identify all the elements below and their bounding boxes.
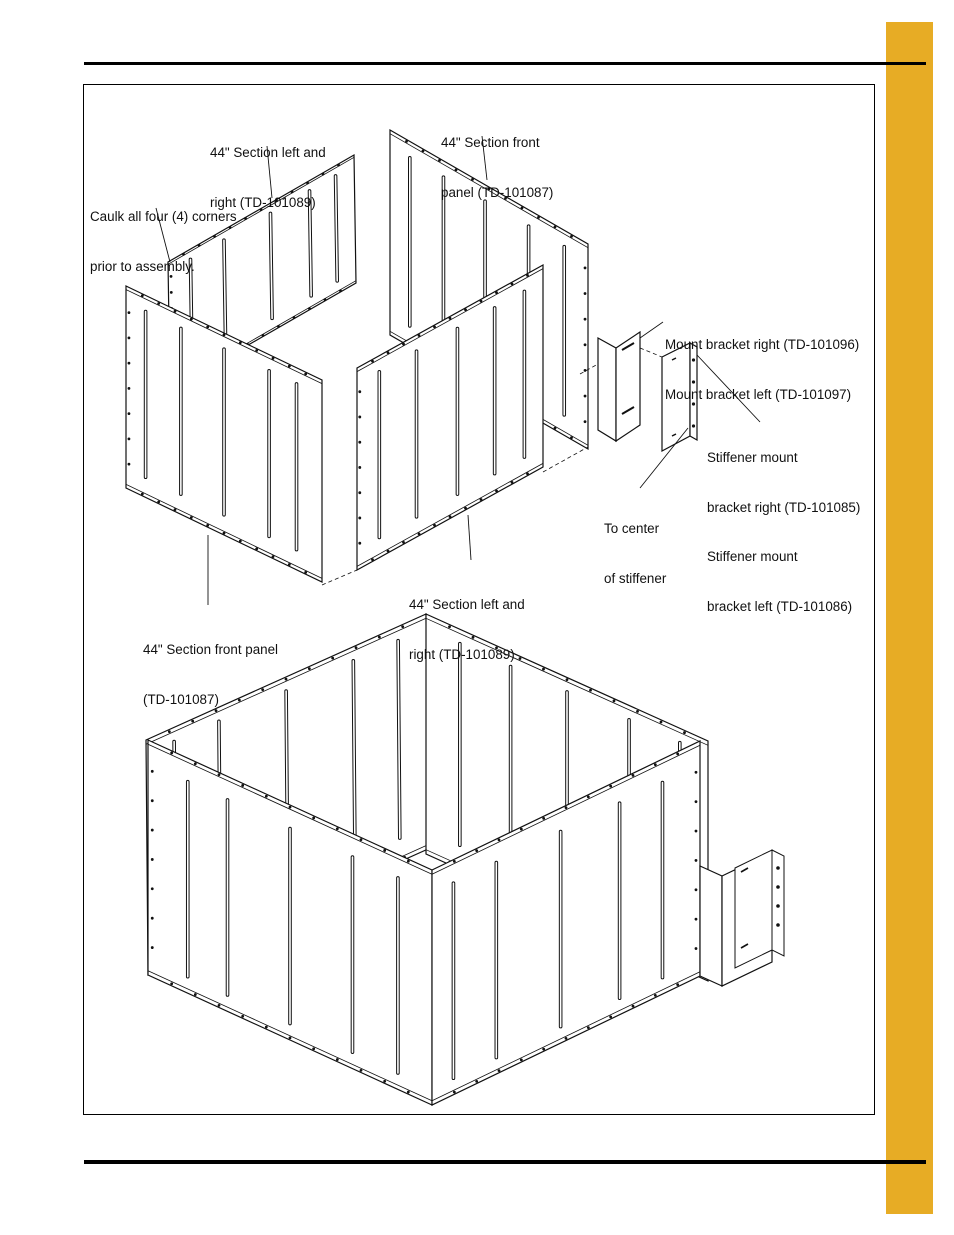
front-right-panel-hole-top-4 (418, 334, 421, 337)
front-right-panel-hole-top-8 (480, 300, 483, 303)
assembled-front-right-hole-top-11 (676, 752, 679, 755)
front-right-panel-hole-bottom-8 (480, 498, 483, 501)
assembled-back-left-hole-top-10 (378, 636, 381, 639)
back-front-panel-hole-side-1 (584, 267, 587, 270)
front-right-panel-hole-side-6 (358, 517, 361, 520)
leader-left-right-bottom (468, 515, 471, 560)
back-left-panel-hole-bottom-10 (324, 298, 327, 301)
assembled-front-left-hole-top-2 (194, 762, 197, 765)
front-right-panel-hole-bottom-3 (402, 541, 405, 544)
front-panel-hole-side-6 (128, 438, 131, 441)
assembled-front-left-hole-top-9 (360, 838, 363, 841)
front-panel-hole-top-2 (157, 302, 160, 305)
front-right-panel-hole-bottom-6 (449, 515, 452, 518)
assembled-front-right-hole-side-2 (695, 800, 698, 803)
front-right-panel-hole-top-5 (433, 326, 436, 329)
assembled-stiffener-hole-2 (776, 904, 780, 908)
assembled-front-right-hole-top-7 (587, 795, 590, 798)
front-panel-hole-top-4 (190, 318, 193, 321)
label-left-right-top: 44" Section left and right (TD-101089) (210, 145, 326, 210)
assembled-front-left-hole-side-5 (151, 887, 154, 890)
back-front-panel-hole-side-3 (584, 318, 587, 321)
back-front-panel-hole-side-5 (584, 369, 587, 372)
front-right-panel-hole-side-1 (358, 390, 361, 393)
assembled-front-left-hole-side-3 (151, 829, 154, 832)
assembled-front-left-hole-bottom-5 (265, 1026, 268, 1029)
mount-bracket-exploded (598, 332, 640, 441)
front-panel-hole-side-5 (128, 412, 131, 415)
front-right-panel-hole-top-11 (526, 274, 529, 277)
assembled-front-right-hole-bottom-5 (542, 1048, 545, 1051)
assembled-front-left-hole-top-1 (170, 752, 173, 755)
assembled-front-left-hole-top-3 (218, 773, 221, 776)
assembled-front-left-hole-bottom-4 (241, 1015, 244, 1018)
assembled-front-left-hole-bottom-8 (336, 1058, 339, 1061)
assembled-front-left-hole-side-4 (151, 858, 154, 861)
label-front-bottom: 44" Section front panel (TD-101087) (143, 642, 279, 707)
front-panel-hole-bottom-8 (255, 547, 258, 550)
front-right-panel-hole-bottom-1 (371, 558, 374, 561)
front-right-panel-hole-side-2 (358, 416, 361, 419)
assembled-front-right-hole-top-1 (453, 860, 456, 863)
assembled-front-right-hole-top-6 (565, 806, 568, 809)
assembled-back-left-hole-top-11 (401, 625, 404, 628)
assembled-front-right-hole-side-7 (695, 947, 698, 950)
front-panel-hole-bottom-4 (190, 516, 193, 519)
back-left-panel-hole-bottom-6 (262, 334, 265, 337)
dash-front-corner (322, 570, 357, 585)
assembled-front-right-hole-bottom-6 (565, 1037, 568, 1040)
assembled-back-right-hole-top-6 (566, 678, 569, 681)
assembled-front-left-hole-side-1 (151, 770, 154, 773)
stiffener-bracket-hole-3 (692, 424, 695, 427)
assembled-stiffener-hole-1 (776, 885, 780, 889)
leader-mount-bracket (640, 322, 663, 338)
assembled-front-right-hole-top-4 (520, 828, 523, 831)
assembled-front-left-hole-bottom-2 (194, 993, 197, 996)
assembled-front-left-hole-side-2 (151, 799, 154, 802)
front-right-panel-hole-bottom-9 (495, 490, 498, 493)
front-panel-hole-top-8 (255, 349, 258, 352)
assembled-front-left-hole-bottom-10 (383, 1080, 386, 1083)
front-panel-hole-top-7 (239, 341, 242, 344)
assembled-front-right-hole-side-6 (695, 918, 698, 921)
assembled-front-right-hole-side-3 (695, 830, 698, 833)
front-panel-hole-bottom-1 (141, 493, 144, 496)
assembled-back-left-hole-top-7 (308, 667, 311, 670)
assembled-front-left-hole-top-4 (241, 784, 244, 787)
assembled-front-right-hole-side-1 (695, 771, 698, 774)
assembled-front-right-hole-bottom-4 (520, 1058, 523, 1061)
front-right-panel-hole-side-3 (358, 441, 361, 444)
front-panel-hole-side-1 (128, 311, 131, 314)
front-panel-hole-side-4 (128, 387, 131, 390)
front-panel-hole-bottom-5 (206, 524, 209, 527)
back-front-panel-hole-top-10 (554, 225, 557, 228)
front-panel-hole-bottom-7 (239, 540, 242, 543)
back-front-panel-hole-top-1 (405, 140, 408, 143)
dash-bracket-stiffener (640, 348, 662, 357)
front-panel-hole-bottom-9 (272, 555, 275, 558)
front-panel-hole-top-10 (288, 365, 291, 368)
label-left-right-bottom: 44" Section left and right (TD-101089) (409, 597, 525, 662)
front-panel-hole-side-3 (128, 362, 131, 365)
front-panel-hole-top-1 (141, 294, 144, 297)
front-panel-hole-side-2 (128, 337, 131, 340)
front-right-panel-hole-top-10 (511, 283, 514, 286)
front-panel-hole-bottom-2 (157, 500, 160, 503)
back-left-panel-hole-bottom-7 (277, 325, 280, 328)
assembled-back-left-hole-top-9 (355, 646, 358, 649)
dash-right-corner (543, 447, 588, 472)
assembled-back-right-hole-top-9 (636, 710, 639, 713)
front-right-panel-hole-side-4 (358, 466, 361, 469)
assembled-stiffener-plate (735, 850, 772, 968)
front-panel-hole-bottom-3 (174, 508, 177, 511)
assembled-back-left-hole-top-6 (285, 678, 288, 681)
assembled-front-right-hole-top-9 (632, 774, 635, 777)
assembled-front-left-hole-bottom-1 (170, 982, 173, 985)
back-front-panel-hole-side-6 (584, 395, 587, 398)
back-front-panel-hole-side-2 (584, 292, 587, 295)
front-right-panel-hole-bottom-7 (464, 507, 467, 510)
front-right-panel-hole-top-2 (387, 351, 390, 354)
assembled-front-right-hole-top-5 (542, 817, 545, 820)
assembled-front-right-hole-bottom-3 (498, 1069, 501, 1072)
assembled-front-right-hole-bottom-9 (632, 1005, 635, 1008)
assembled-front-right-hole-top-10 (654, 763, 657, 766)
front-right-panel-hole-bottom-5 (433, 524, 436, 527)
assembled-stiffener-hole-0 (776, 866, 780, 870)
assembled-back-right-hole-top-8 (613, 699, 616, 702)
front-panel-hole-top-9 (272, 357, 275, 360)
assembled-front-right-hole-bottom-11 (676, 983, 679, 986)
front-panel-hole-bottom-10 (288, 563, 291, 566)
assembled-front-right-hole-bottom-2 (475, 1080, 478, 1083)
assembled-front-left-hole-top-8 (336, 827, 339, 830)
mount-bracket-face (616, 332, 640, 441)
assembled-back-right-hole-top-11 (683, 731, 686, 734)
front-panel-hole-top-3 (174, 310, 177, 313)
front-right-panel-hole-top-1 (371, 360, 374, 363)
back-front-panel-hole-top-11 (570, 235, 573, 238)
assembled-front-left-hole-side-7 (151, 946, 154, 949)
assembled-front-left-hole-side-6 (151, 917, 154, 920)
assembled-bracket (700, 850, 784, 986)
assembled-front-right-hole-bottom-1 (453, 1091, 456, 1094)
front-panel-hole-top-6 (223, 333, 226, 336)
assembled-front-right-hole-bottom-7 (587, 1026, 590, 1029)
assembled-front-right-hole-side-4 (695, 859, 698, 862)
label-to-center: To center of stiffener (604, 521, 667, 586)
assembled-back-right-hole-top-5 (542, 668, 545, 671)
front-right-panel-hole-bottom-2 (387, 550, 390, 553)
front-right-panel-hole-top-6 (449, 317, 452, 320)
assembled-back-left-hole-top-1 (168, 730, 171, 733)
front-panel-hole-side-7 (128, 463, 131, 466)
assembled-front-left-hole-bottom-9 (360, 1069, 363, 1072)
assembled-front-left-hole-bottom-11 (407, 1091, 410, 1094)
front-panel-hole-top-11 (304, 373, 307, 376)
assembled-front-left-hole-top-10 (383, 849, 386, 852)
label-mount-bracket: Mount bracket right (TD-101096) Mount bracket left (TD-101097) (665, 337, 860, 402)
front-panel-hole-bottom-6 (223, 532, 226, 535)
front-panel-hole-top-5 (206, 326, 209, 329)
assembled-back-left-hole-top-8 (331, 657, 334, 660)
assembled-front-right-hole-top-3 (498, 838, 501, 841)
back-front-panel-hole-side-7 (584, 420, 587, 423)
assembled-bracket-side (700, 866, 722, 986)
front-right-panel-hole-side-5 (358, 491, 361, 494)
assembled-front-left-hole-bottom-3 (218, 1004, 221, 1007)
front-right-panel-hole-side-7 (358, 542, 361, 545)
front-right-panel-hole-top-9 (495, 291, 498, 294)
back-front-panel-hole-bottom-11 (570, 436, 573, 439)
assembled-front-left-hole-top-6 (289, 806, 292, 809)
label-stiffener-mount: Stiffener mount bracket right (TD-101085) Stiffener mount bracket left (TD-101086) (707, 450, 861, 614)
assembled-front-right-hole-top-8 (609, 785, 612, 788)
front-right-panel-hole-top-3 (402, 343, 405, 346)
assembled-front-right-hole-side-5 (695, 888, 698, 891)
assembled-back-right-hole-top-10 (660, 721, 663, 724)
back-left-panel-hole-top-11 (337, 164, 340, 167)
assembled-front-right-hole-bottom-10 (654, 994, 657, 997)
assembled-front-left-hole-top-5 (265, 795, 268, 798)
back-left-panel-hole-bottom-11 (339, 289, 342, 292)
front-right-panel-hole-bottom-4 (418, 532, 421, 535)
back-left-panel-hole-bottom-8 (293, 316, 296, 319)
front-panel-hole-bottom-11 (304, 571, 307, 574)
front-right-panel-hole-bottom-11 (526, 472, 529, 475)
front-right-panel-hole-bottom-10 (511, 481, 514, 484)
back-front-panel-hole-top-2 (422, 149, 425, 152)
assembled-stiffener-flange (772, 850, 784, 956)
label-caulk: Caulk all four (4) corners prior to assembly. (90, 209, 237, 274)
back-front-panel-hole-side-4 (584, 343, 587, 346)
assembled-front-left-hole-top-11 (407, 860, 410, 863)
label-front-top: 44" Section front panel (TD-101087) (441, 135, 554, 200)
mount-bracket-side (598, 338, 616, 441)
assembled-front-left-hole-bottom-6 (289, 1036, 292, 1039)
front-right-panel-hole-top-7 (464, 308, 467, 311)
assembled-front-left-hole-top-7 (312, 817, 315, 820)
back-left-panel-hole-bottom-9 (308, 307, 311, 310)
assembled-stiffener-hole-3 (776, 923, 780, 927)
assembled-front-right-hole-bottom-8 (609, 1015, 612, 1018)
assembled-front-left-hole-bottom-7 (312, 1047, 315, 1050)
assembled-front-right-hole-top-2 (475, 849, 478, 852)
assembled-back-right-hole-top-7 (589, 689, 592, 692)
back-front-panel-hole-bottom-10 (554, 427, 557, 430)
